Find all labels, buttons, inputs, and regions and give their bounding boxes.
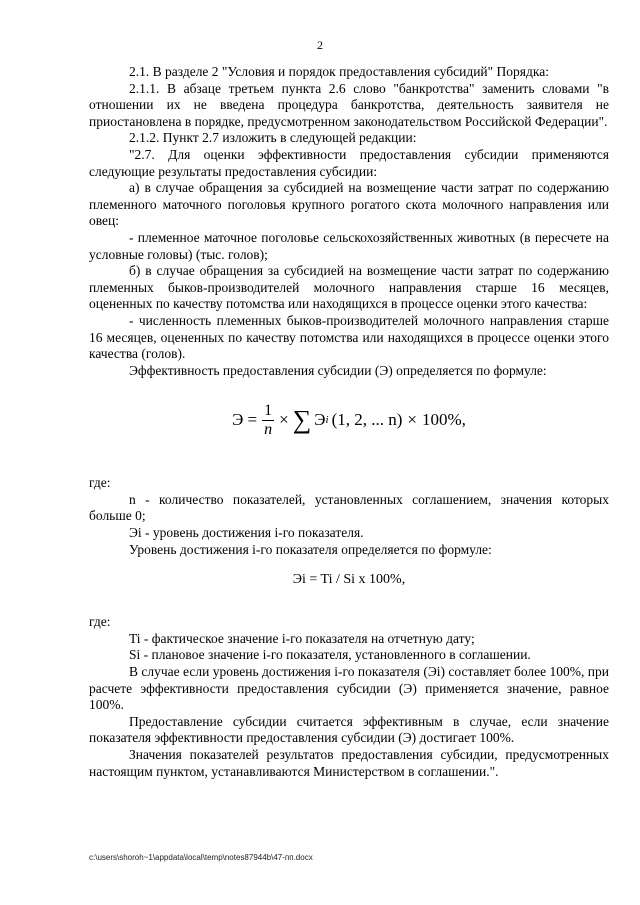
times-sign: ×	[407, 409, 417, 429]
times-sign: ×	[279, 409, 289, 429]
paragraph: 2.1. В разделе 2 "Условия и порядок предоставления субсидий" Порядка:	[129, 64, 549, 79]
paragraph: б) в случае обращения за субсидией на возмещение части затрат по содержанию племенных быков-производителей молочного направления старше 16 месяцев, оцененных по качеству потомства или находящихся в процессе оценки этого качества:	[89, 263, 609, 312]
paragraph: 2.1.2. Пункт 2.7 изложить в следующей редакции:	[129, 130, 417, 146]
paragraph: В случае если уровень достижения i-го показателя (Эi) составляет более 100%, при расчете эффективности предоставления субсидии (Э) применяется значение, равное 100%.	[89, 664, 609, 713]
paragraph: Эi - уровень достижения i-го показателя.	[129, 525, 364, 541]
where-label: где:	[89, 614, 111, 630]
formula-term: Э	[314, 409, 326, 429]
paragraph: Уровень достижения i-го показателя определяется по формуле:	[129, 541, 492, 557]
fraction-denominator: n	[264, 420, 273, 438]
paragraph: Предоставление субсидии считается эффективным в случае, если значение показателя эффективности предоставления субсидии (Э) достигает 100%.	[89, 713, 609, 746]
formula-subscript: i	[325, 413, 329, 426]
paragraph: Эффективность предоставления субсидии (Э) определяется по формуле:	[129, 362, 547, 378]
paragraph: - численность племенных быков-производителей молочного направления старше 16 месяцев, оцененных по качеству потомства или находящихся в процессе оценки этого качества (голов).	[89, 312, 609, 362]
paragraph: 2.1.1. В абзаце третьем пункта 2.6 слово "банкротства" заменить словами "в отношении их не введена процедура банкротства, деятельность заявителя не приостановлена в порядке, предусмотренном законодательством Российской Федерации".	[89, 80, 609, 129]
sum-sign: ∑	[292, 405, 312, 435]
file-path-footer: c:\users\shoroh~1\appdata\local\temp\notes87944b\47-пп.docx	[89, 853, 313, 862]
formula-lhs: Э =	[232, 409, 258, 429]
paragraph: - племенное маточное поголовье сельскохозяйственных животных (в пересчете на условные головы) (тыс. голов);	[89, 229, 609, 262]
paragraph: Значения показателей результатов предоставления субсидии, предусмотренных настоящим пунктом, устанавливаются Министерством в соглашении.".	[89, 747, 609, 779]
paragraph: n - количество показателей, установленных соглашением, значения которых больше 0;	[89, 491, 609, 524]
paragraph: Ti - фактическое значение i-го показателя на отчетную дату;	[129, 630, 475, 646]
paragraph: "2.7. Для оценки эффективности предоставления субсидии применяются следующие результаты предоставления субсидии:	[89, 146, 609, 179]
fraction-numerator: 1	[264, 401, 273, 419]
where-label: где:	[89, 475, 111, 491]
paragraph: Si - плановое значение i-го показателя, установленного в соглашении.	[129, 647, 531, 663]
efficiency-formula	[89, 387, 609, 453]
document-body	[89, 64, 609, 780]
formula-tail: 100%,	[422, 409, 466, 429]
indicator-formula: Эi = Ti / Si x 100%,	[292, 571, 406, 587]
formula-fraction	[262, 402, 274, 439]
page-number: 2	[317, 38, 323, 52]
formula-args: (1, 2, ... n)	[331, 409, 403, 429]
paragraph: а) в случае обращения за субсидией на возмещение части затрат по содержанию племенного маточного поголовья крупного рогатого скота молочного направления или овец:	[89, 180, 609, 229]
